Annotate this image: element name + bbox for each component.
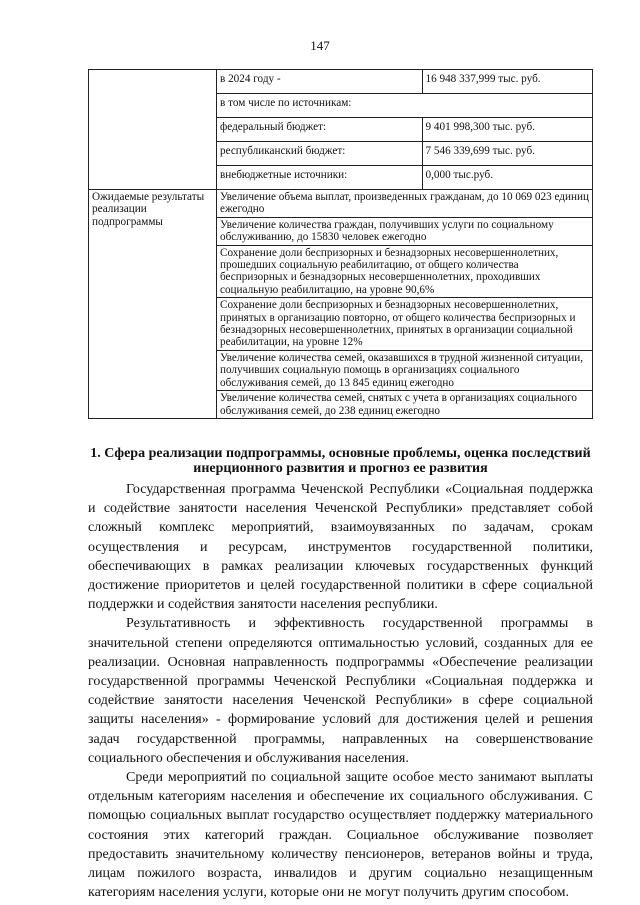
result-item: Увеличение количества семей, оказавшихся в трудной жизненной ситуации, получивших социальную помощь в организациях социального обслуживания семей, до 13 845 единиц ежегодно [217,350,592,390]
finance-subrow-value: 16 948 337,999 тыс. руб. [422,70,592,94]
finance-subrow [217,118,592,142]
finance-subrow-label: в том числе по источникам: [217,94,592,118]
finance-subrow-label: в 2024 году - [217,70,422,94]
section-title: 1. Сфера реализации подпрограммы, основные проблемы, оценка последствий инерционного развития и прогноз ее развития [90,446,591,476]
finance-subrow-label: внебюджетные источники: [220,169,348,181]
finance-subrow [217,94,592,118]
result-item: Увеличение объема выплат, произведенных гражданам, до 10 069 023 единиц ежегодно [217,190,592,217]
finance-subrow [217,142,592,166]
result-item: Сохранение доли беспризорных и безнадзорных несовершеннолетних, принятых в организацию повторно, от общего количества беспризорных и безнадзорных несовершеннолетних, принятых в организации социальной реабилитации, на уровне 12% [217,298,592,351]
finance-subrow-label: федеральный бюджет: [217,118,422,142]
paragraph: Государственная программа Чеченской Республики «Социальная поддержка и содействие занятости населения Чеченской Республики» представляет собой сложный комплекс мероприятий, взаимоувязанных по задачам, срокам осуществления и ресурсам, инструментов государственной политики, обеспечивающих в рамках реализации ключевых государственных функций достижение приоритетов и целей государственной политики в сфере социальной поддержки и содействия занятости населения республики. [88,482,593,613]
results-row [89,190,593,419]
finance-subrow-value: 0,000 тыс.руб. [422,166,592,190]
paragraph: Результативность и эффективность государственной программы в значительной степени определяются оптимальностью условий, созданных для ее реализации. Основная направленность подпрограммы «Обеспечение реализации государственной программы Чеченской Республики «Социальная поддержка и содействие занятости населения Чеченской Республики» в сфере социальной защиты населения» - формирование условий для достижения целей и решения задач государственной программы, направленных на совершенствование социального обеспечения и обслуживания населения. [88,616,593,766]
body-text [88,480,593,902]
paragraph: Среди мероприятий по социальной защите особое место занимают выплаты отдельным категориям населения и обеспечение их социального обслуживания. С помощью социальных выплат государство осуществляет поддержку материального состояния этих категорий граждан. Социальное обслуживание позволяет предоставить значительному количеству пенсионеров, ветеранов войны и труда, лицам пожилого возраста, инвалидов и другим социально незащищенным категориям населения услуги, которые они не могут получить другим способом. [88,770,593,901]
finance-subtable [217,70,592,189]
result-item: Сохранение доли беспризорных и безнадзорных несовершеннолетних, прошедших социальную реабилитацию, от общего количества беспризорных и безнадзорных несовершеннолетних, проходивших социальную реабилитацию, на уровне 90,6% [217,245,592,298]
results-label: Ожидаемые результаты реализации подпрограммы [89,190,217,419]
result-item: Увеличение количества граждан, получивших услуги по социальному обслуживанию, до 15830 человек ежегодно [217,217,592,245]
finance-subrow-value: 9 401 998,300 тыс. руб. [422,118,592,142]
finance-subrow [217,166,592,190]
result-item: Увеличение количества семей, снятых с учета в организациях социального обслуживания семей, до 238 единиц ежегодно [220,392,578,417]
finance-cell [217,70,593,190]
finance-label-cell [89,70,217,190]
finance-subrow-value: 7 546 339,699 тыс. руб. [422,142,592,166]
results-list [217,190,592,418]
passport-table [88,69,593,419]
finance-subrow [217,70,592,94]
page-number: 147 [310,38,330,53]
finance-row [89,70,593,190]
finance-subrow-label: республиканский бюджет: [217,142,422,166]
results-cell [217,190,593,419]
